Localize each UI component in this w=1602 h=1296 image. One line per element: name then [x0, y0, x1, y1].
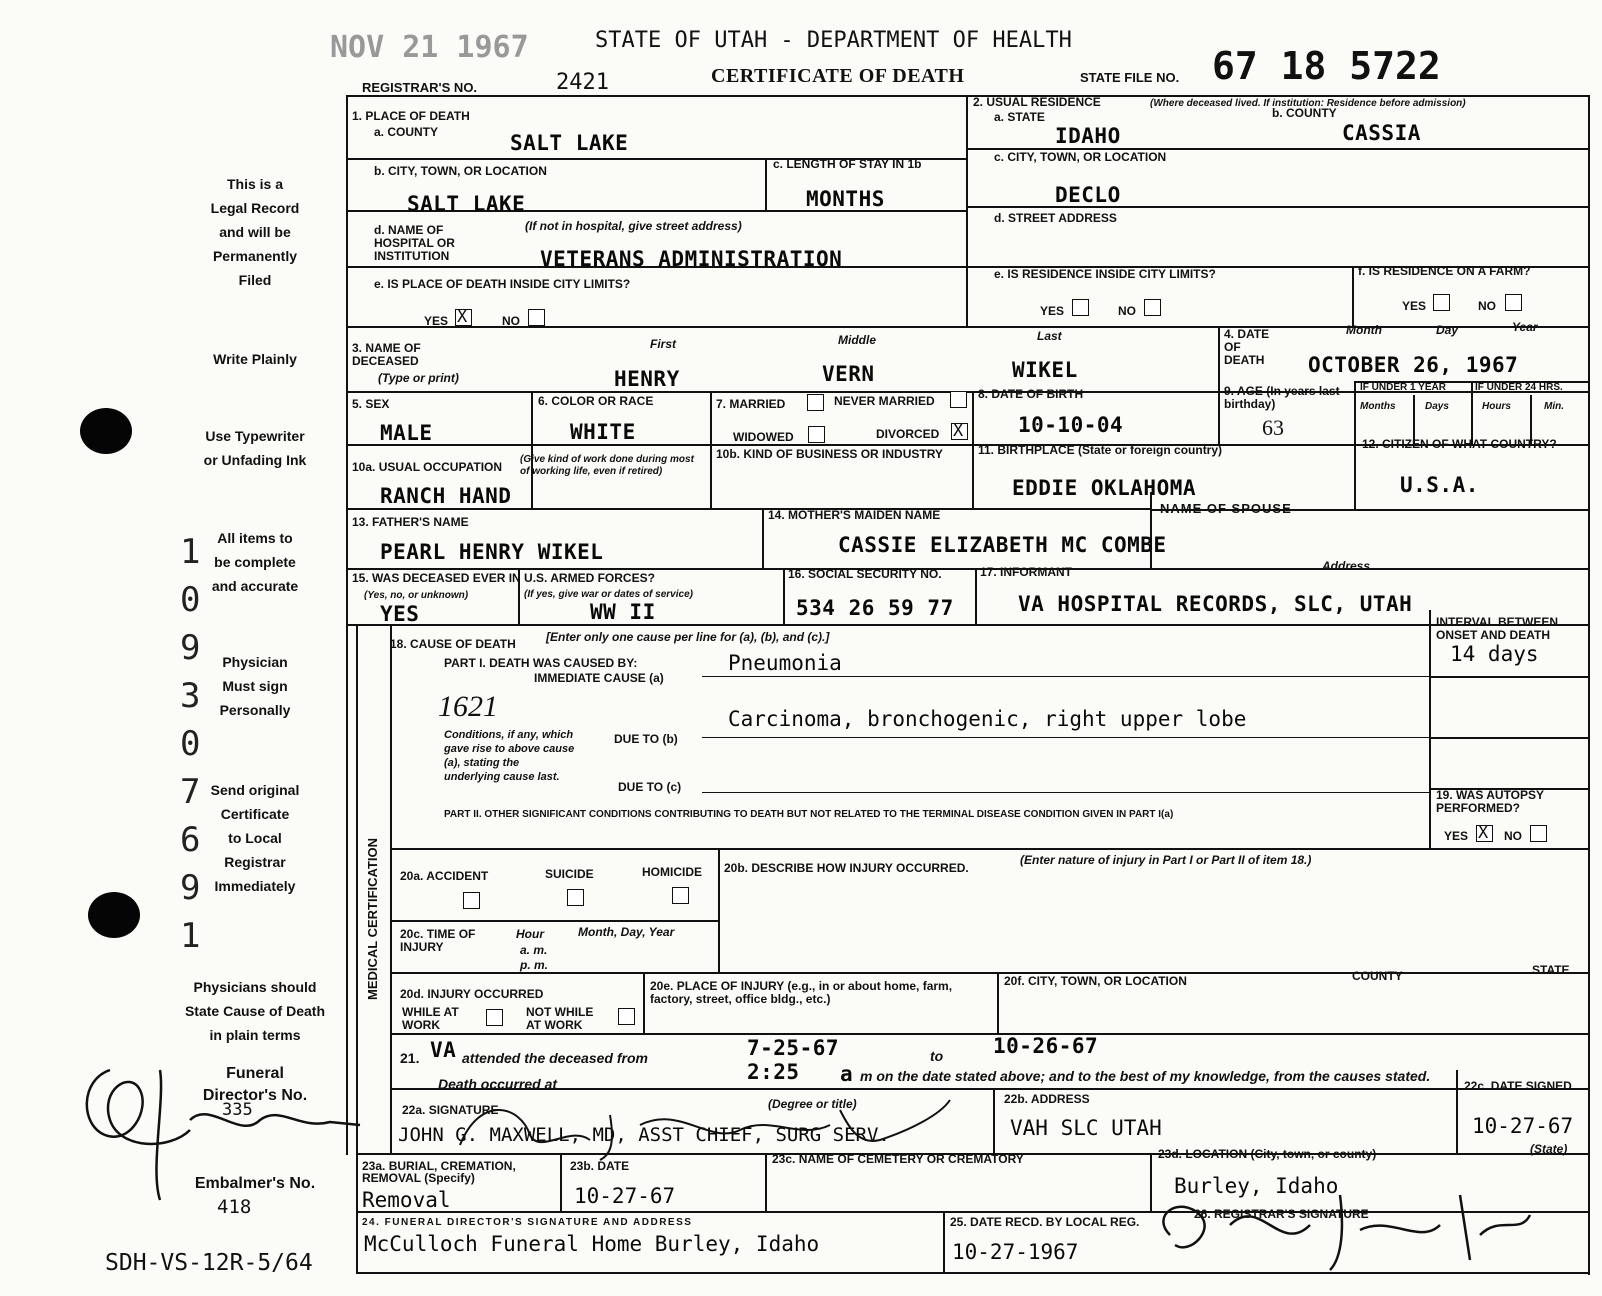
occupation-label: 10a. USUAL OCCUPATION — [352, 460, 503, 474]
immediate-cause-value: Pneumonia — [728, 651, 842, 675]
burial-date-value: 10-27-67 — [574, 1184, 676, 1208]
sidebar-line: Physicians should — [193, 979, 317, 995]
burial-value: Removal — [362, 1188, 451, 1212]
occupation-note: (Give kind of work done during most of working life, even if retired) — [520, 454, 694, 477]
accident-label: 20a. ACCIDENT — [400, 869, 489, 883]
sidebar-line: or Unfading Ink — [203, 452, 307, 468]
day-label: Day — [1436, 323, 1459, 337]
interval-value: 14 days — [1450, 642, 1539, 666]
sidebar-line: Immediately — [214, 878, 296, 894]
date-of-birth-value: 10-10-04 — [1018, 413, 1124, 437]
not-while-at-work-label: NOT WHILE AT WORK — [526, 1005, 594, 1032]
sidebar-line: Filed — [238, 272, 272, 288]
inside-city-yes-checkbox[interactable]: X — [455, 309, 472, 326]
never-married-label: NEVER MARRIED — [834, 394, 935, 408]
year-label: Year — [1512, 320, 1538, 334]
burial-date-label: 23b. DATE — [570, 1159, 630, 1173]
date-of-birth-label: 8. DATE OF BIRTH — [978, 387, 1084, 401]
cemetery-label: 23c. NAME OF CEMETERY OR CREMATORY — [772, 1152, 1024, 1166]
homicide-checkbox[interactable] — [672, 887, 689, 904]
age-label: 9. AGE (In years last birthday) — [1224, 384, 1340, 411]
mother-value: CASSIE ELIZABETH MC COMBE — [838, 533, 1167, 557]
usual-residence-note: (Where deceased lived. If institution: Residence before admission) — [1150, 98, 1466, 109]
funeral-director-no: 335 — [222, 1100, 253, 1120]
sidebar-line: Send original — [210, 782, 300, 798]
birthplace-value: EDDIE OKLAHOMA — [1012, 476, 1197, 500]
interval-label: INTERVAL BETWEEN ONSET AND DEATH — [1436, 615, 1559, 642]
pm-label: p. m. — [520, 958, 549, 972]
res-city-label: c. CITY, TOWN, OR LOCATION — [994, 150, 1167, 164]
sidebar-line: All items to — [217, 530, 293, 546]
location-label: 23d. LOCATION (City, town, or county) — [1158, 1147, 1377, 1161]
sidebar-line: Certificate — [220, 806, 290, 822]
sidebar-line: State Cause of Death — [184, 1003, 326, 1019]
res-county-value: CASSIA — [1342, 121, 1421, 145]
vertical-serial-number: 1 0 9 3 0 7 6 9 1 — [180, 532, 201, 956]
month-day-year-label: Month, Day, Year — [578, 925, 675, 939]
immediate-cause-label: IMMEDIATE CAUSE (a) — [534, 671, 664, 685]
res-city-value: DECLO — [1055, 183, 1121, 207]
attended-from-value: 7-25-67 — [747, 1036, 840, 1060]
injury-occurred-label: 20d. INJURY OCCURRED — [400, 987, 544, 1001]
attended-by-value: VA — [430, 1038, 457, 1062]
injury-description-label: 20b. DESCRIBE HOW INJURY OCCURRED. — [724, 861, 969, 875]
place-of-death-label: 1. PLACE OF DEATH — [352, 109, 470, 123]
date-signed-value: 10-27-67 — [1472, 1114, 1574, 1138]
res-farm-yes-label: YES — [1402, 299, 1427, 313]
funeral-home-value: McCulloch Funeral Home Burley, Idaho — [364, 1232, 820, 1256]
burial-label: 23a. BURIAL, CREMATION, REMOVAL (Specify) — [362, 1159, 516, 1185]
sidebar-line: Director's No. — [202, 1087, 308, 1104]
suicide-label: SUICIDE — [545, 867, 594, 881]
res-farm-yes-checkbox[interactable] — [1433, 294, 1450, 311]
sidebar-line: Funeral — [226, 1065, 284, 1082]
inside-city-no-label: NO — [502, 314, 520, 328]
autopsy-no-checkbox[interactable] — [1530, 825, 1547, 842]
punch-hole-top — [80, 408, 132, 454]
date-received-label: 25. DATE RECD. BY LOCAL REG. — [950, 1215, 1140, 1229]
sidebar-line: in plain terms — [209, 1027, 301, 1043]
res-state-label: a. STATE — [994, 110, 1045, 124]
cause-of-death-note: [Enter only one cause per line for (a), (b), and (c).] — [546, 630, 830, 644]
middle-name-label: Middle — [838, 333, 876, 347]
degree-label: (Degree or title) — [768, 1097, 857, 1111]
first-name-label: First — [650, 337, 677, 351]
state-file-label: STATE FILE NO. — [1080, 70, 1180, 85]
sex-value: MALE — [380, 421, 433, 445]
months-label: Months — [1360, 401, 1396, 412]
death-time-value: 2:25 — [747, 1060, 800, 1084]
race-value: WHITE — [570, 420, 636, 444]
homicide-label: HOMICIDE — [642, 865, 702, 879]
signer-value: JOHN G. MAXWELL, MD, ASST CHIEF, SURG SERV. — [398, 1124, 890, 1146]
injury-description-note: (Enter nature of injury in Part I or Part II of item 18.) — [1020, 853, 1312, 867]
age-value: 63 — [1262, 415, 1284, 440]
death-ampm-value: a — [840, 1062, 854, 1086]
street-address-label: d. STREET ADDRESS — [994, 211, 1117, 225]
due-to-b-label: DUE TO (b) — [614, 732, 678, 746]
sidebar-line: Registrar — [224, 854, 286, 870]
date-of-death-value: OCTOBER 26, 1967 — [1308, 353, 1519, 377]
attending-statement: m on the date stated above; and to the best of my knowledge, from the causes stated. — [860, 1068, 1431, 1084]
father-label: 13. FATHER'S NAME — [352, 515, 469, 529]
form-number: SDH-VS-12R-5/64 — [105, 1250, 313, 1276]
length-of-stay-value: MONTHS — [806, 187, 885, 211]
registrar-no: 2421 — [556, 70, 609, 95]
autopsy-yes-checkbox[interactable]: X — [1476, 825, 1493, 842]
name-of-deceased-label: 3. NAME OF DECEASED — [352, 341, 421, 368]
funeral-director-signature — [50, 1050, 370, 1210]
autopsy-label: 19. WAS AUTOPSY PERFORMED? — [1436, 788, 1544, 815]
res-inside-yes-label: YES — [1040, 304, 1065, 318]
county-value: SALT LAKE — [510, 131, 629, 155]
due-to-c-label: DUE TO (c) — [618, 780, 682, 794]
state-cause-note — [150, 975, 360, 1047]
father-value: PEARL HENRY WIKEL — [380, 540, 604, 564]
days-label: Days — [1425, 401, 1449, 412]
time-of-injury-label: 20c. TIME OF INJURY — [400, 927, 476, 954]
ssn-value: 534 26 59 77 — [796, 596, 954, 620]
certificate-title: CERTIFICATE OF DEATH — [711, 65, 965, 87]
hospital-value: VETERANS ADMINISTRATION — [540, 247, 843, 271]
sidebar-line: Use Typewriter — [205, 428, 305, 444]
divorced-label: DIVORCED — [876, 427, 940, 441]
hospital-note: (If not in hospital, give street address) — [525, 219, 742, 233]
address-label: 22b. ADDRESS — [1004, 1092, 1090, 1106]
widowed-label: WIDOWED — [733, 430, 794, 444]
registrar-signature-label: 26. REGISTRAR'S SIGNATURE — [1194, 1207, 1369, 1221]
never-married-checkbox[interactable] — [950, 391, 967, 408]
last-name-value: WIKEL — [1012, 358, 1078, 382]
date-signed-label: 22c. DATE SIGNED — [1464, 1079, 1572, 1093]
sidebar-line: Physician — [222, 654, 288, 670]
inside-city-label: e. IS PLACE OF DEATH INSIDE CITY LIMITS? — [374, 277, 631, 291]
sidebar-line: This is a — [226, 176, 284, 192]
sidebar-line: and accurate — [211, 578, 299, 594]
autopsy-yes-label: YES — [1444, 829, 1469, 843]
location-state-label: (State) — [1530, 1142, 1568, 1156]
funeral-signature-label: 24. FUNERAL DIRECTOR'S SIGNATURE AND ADDRESS — [362, 1217, 693, 1228]
citizen-value: U.S.A. — [1400, 473, 1479, 497]
birthplace-label: 11. BIRTHPLACE (State or foreign country) — [978, 443, 1223, 457]
city-value: SALT LAKE — [407, 192, 526, 216]
received-stamp: NOV 21 1967 — [330, 30, 529, 65]
while-at-work-label: WHILE AT WORK — [402, 1005, 459, 1032]
first-name-value: HENRY — [614, 367, 680, 391]
medical-certification-label: MEDICAL CERTIFICATION — [365, 837, 380, 1000]
armed-forces-label: 15. WAS DECEASED EVER IN U.S. ARMED FORCES? — [352, 571, 655, 585]
res-state-value: IDAHO — [1055, 124, 1121, 148]
punch-hole-bottom — [88, 892, 140, 938]
location-value: Burley, Idaho — [1174, 1174, 1339, 1198]
state-file-no: 67 18 5722 — [1212, 44, 1441, 88]
res-inside-no-label: NO — [1118, 304, 1136, 318]
res-inside-yes-checkbox[interactable] — [1072, 299, 1089, 316]
write-plainly-note: Write Plainly — [213, 351, 297, 367]
injury-state-label: STATE — [1532, 963, 1570, 977]
injury-city-label: 20f. CITY, TOWN, OR LOCATION — [1004, 974, 1187, 988]
res-farm-no-label: NO — [1478, 299, 1496, 313]
date-received-value: 10-27-1967 — [952, 1240, 1079, 1264]
spouse-label: NAME OF SPOUSE — [1160, 501, 1292, 516]
res-county-label: b. COUNTY — [1272, 106, 1337, 120]
war-value: WW II — [590, 600, 656, 624]
inside-city-yes-label: YES — [424, 314, 449, 328]
res-farm-label: f. IS RESIDENCE ON A FARM? — [1358, 264, 1531, 278]
sex-label: 5. SEX — [352, 397, 390, 411]
conditions-note: Conditions, if any, which gave rise to above cause (a), stating the underlying cause last. — [444, 729, 575, 783]
county-label: a. COUNTY — [374, 125, 439, 139]
informant-address-label: Address — [1322, 559, 1371, 573]
ssn-label: 16. SOCIAL SECURITY NO. — [788, 567, 942, 581]
informant-label: 17. INFORMANT — [980, 565, 1073, 579]
armed-forces-note: (Yes, no, or unknown) — [364, 590, 469, 601]
business-label: 10b. KIND OF BUSINESS OR INDUSTRY — [716, 447, 943, 461]
armed-forces-value: YES — [380, 602, 420, 626]
divorced-checkbox[interactable]: X — [951, 423, 968, 440]
while-at-work-checkbox[interactable] — [486, 1009, 503, 1026]
attended-prefix: 21. — [400, 1050, 420, 1066]
injury-county-label: COUNTY — [1352, 969, 1403, 983]
usual-residence-label: 2. USUAL RESIDENCE — [973, 95, 1101, 109]
not-while-at-work-checkbox[interactable] — [618, 1008, 635, 1025]
length-of-stay-label: c. LENGTH OF STAY IN 1b — [773, 157, 922, 171]
month-label: Month — [1346, 323, 1382, 337]
sidebar-line: and will be — [219, 224, 291, 240]
registrar-signature — [1140, 1175, 1540, 1275]
sidebar-line: Permanently — [212, 248, 298, 264]
death-occurred-label: Death occurred at — [438, 1076, 558, 1092]
cause-code-handwritten: 1621 — [438, 690, 498, 723]
occupation-value: RANCH HAND — [380, 484, 512, 508]
embalmer-label: Embalmer's No. — [194, 1175, 316, 1192]
min-label: Min. — [1544, 401, 1564, 412]
hours-label: Hours — [1482, 401, 1511, 412]
under-1-year-label: IF UNDER 1 YEAR — [1360, 382, 1446, 393]
legal-record-notice — [155, 172, 355, 292]
registrar-no-label: REGISTRAR'S NO. — [362, 80, 478, 95]
suicide-checkbox[interactable] — [567, 889, 584, 906]
res-inside-city-label: e. IS RESIDENCE INSIDE CITY LIMITS? — [994, 267, 1216, 281]
under-24-hrs-label: IF UNDER 24 HRS. — [1475, 382, 1563, 393]
sidebar-line: Legal Record — [210, 200, 300, 216]
autopsy-no-label: NO — [1504, 829, 1522, 843]
citizen-label: 12. CITIZEN OF WHAT COUNTRY? — [1362, 437, 1557, 451]
res-inside-no-checkbox[interactable] — [1144, 299, 1161, 316]
part1-label: PART I. DEATH WAS CAUSED BY: — [444, 656, 638, 670]
middle-name-value: VERN — [822, 362, 875, 386]
married-checkbox[interactable] — [807, 394, 824, 411]
attended-label: attended the deceased from — [462, 1050, 648, 1066]
accident-checkbox[interactable] — [463, 892, 480, 909]
due-to-b-value: Carcinoma, bronchogenic, right upper lobe — [728, 707, 1247, 731]
address-value: VAH SLC UTAH — [1010, 1116, 1162, 1140]
informant-value: VA HOSPITAL RECORDS, SLC, UTAH — [1018, 592, 1413, 616]
res-farm-no-checkbox[interactable] — [1505, 294, 1522, 311]
embalmer-no: 418 — [217, 1196, 252, 1218]
inside-city-no-checkbox[interactable] — [528, 309, 545, 326]
typewriter-note — [155, 424, 355, 472]
part2-label: PART II. OTHER SIGNIFICANT CONDITIONS CONTRIBUTING TO DEATH BUT NOT RELATED TO THE TERMINAL DISEASE CONDITION GIVEN IN PART I(a) — [444, 809, 1174, 820]
date-of-death-label: 4. DATE OF DEATH — [1224, 327, 1270, 367]
race-label: 6. COLOR OR RACE — [538, 394, 654, 408]
agency-title: STATE OF UTAH - DEPARTMENT OF HEALTH — [595, 28, 1072, 53]
hour-label: Hour — [516, 927, 544, 941]
sidebar-line: Must sign — [222, 678, 288, 694]
attended-to-label: to — [930, 1048, 944, 1064]
city-label: b. CITY, TOWN, OR LOCATION — [374, 164, 547, 178]
cause-of-death-label: 18. CAUSE OF DEATH — [390, 637, 516, 651]
hospital-label: d. NAME OF HOSPITAL OR INSTITUTION — [374, 223, 455, 263]
widowed-checkbox[interactable] — [808, 426, 825, 443]
sidebar-line: Personally — [219, 702, 291, 718]
am-label: a. m. — [520, 943, 548, 957]
sidebar-line: be complete — [214, 554, 296, 570]
married-label: 7. MARRIED — [716, 397, 786, 411]
name-type-note: (Type or print) — [378, 371, 459, 385]
war-note: (If yes, give war or dates of service) — [524, 589, 693, 600]
mother-label: 14. MOTHER'S MAIDEN NAME — [768, 508, 941, 522]
last-name-label: Last — [1037, 329, 1062, 343]
place-of-injury-label: 20e. PLACE OF INJURY (e.g., in or about home, farm, factory, street, office bldg., etc.) — [650, 979, 953, 1006]
attended-to-value: 10-26-67 — [993, 1034, 1099, 1058]
signature-label: 22a. SIGNATURE — [402, 1103, 499, 1117]
sidebar-line: to Local — [228, 830, 282, 846]
